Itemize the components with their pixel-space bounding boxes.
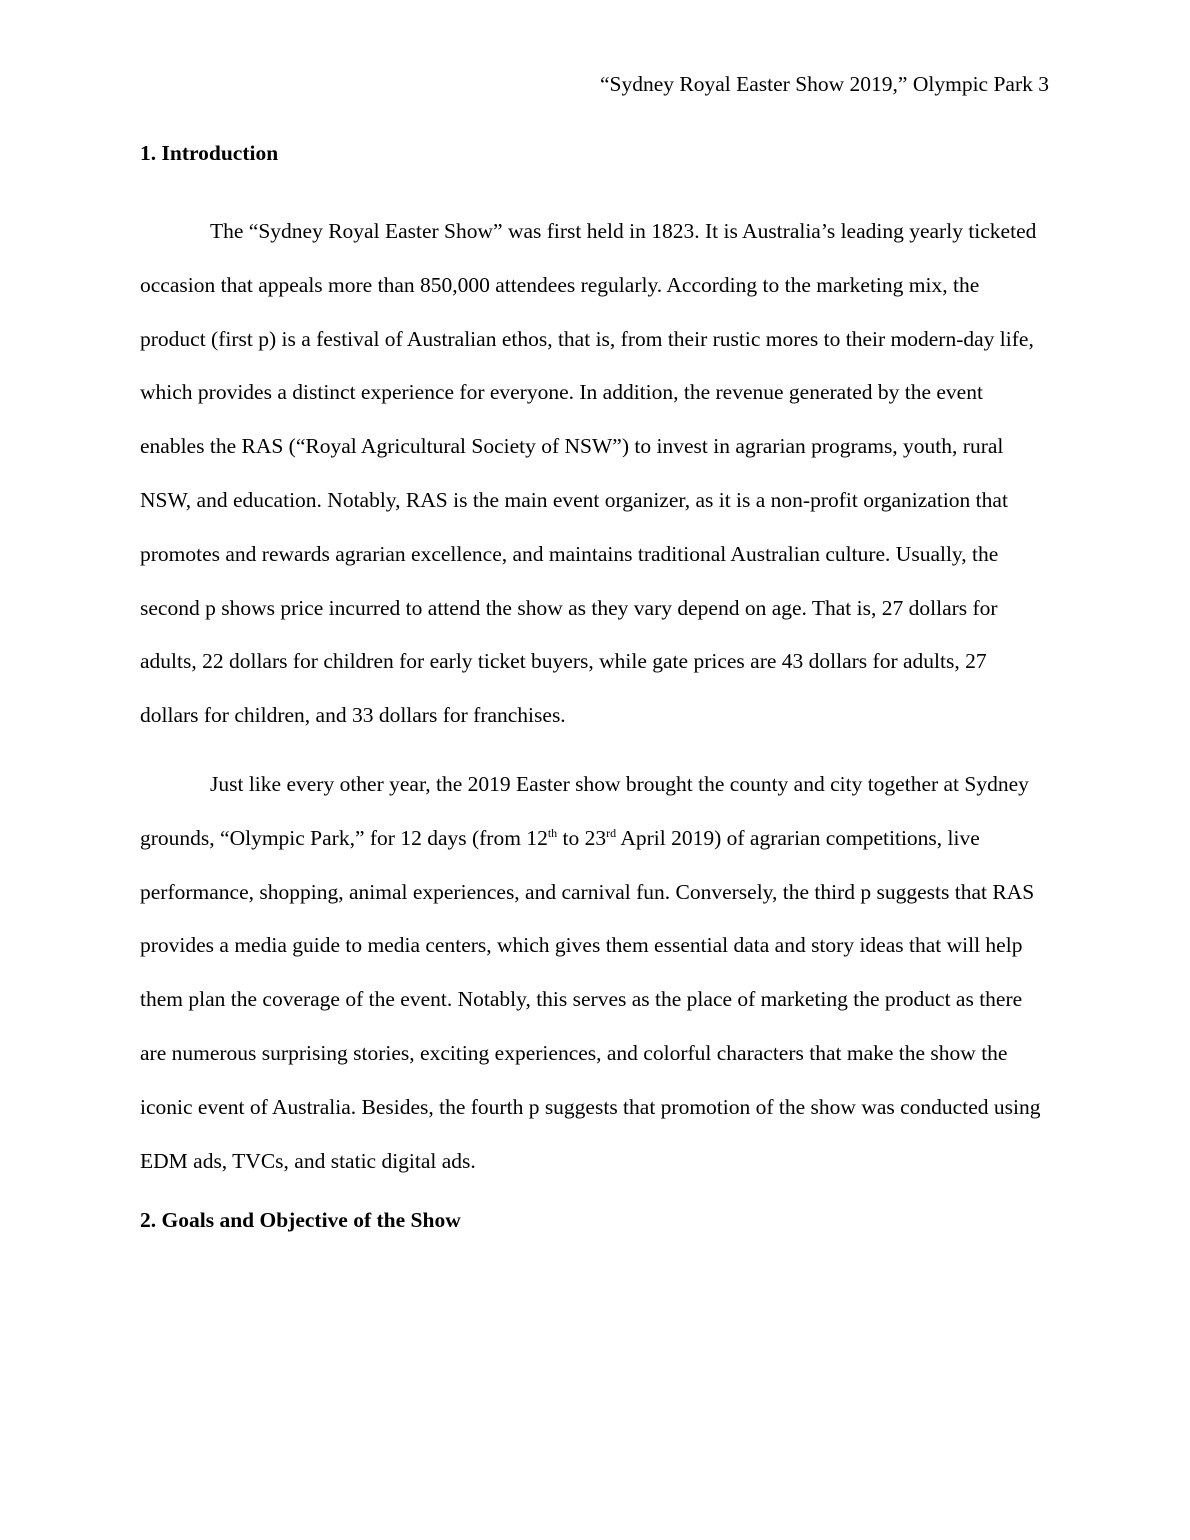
paragraph-introduction-2: [140, 758, 1050, 1188]
superscript-th: th: [547, 825, 558, 840]
section-heading-goals: 2. Goals and Objective of the Show: [140, 1208, 461, 1233]
paragraph-2-text-c: April 2019) of agrarian competitions, live performance, shopping, animal experiences, and carnival fun. Conversely, the third p suggests that RAS provides a media guide to media centers, which gives them essential data and story ideas that will help them plan the coverage of the event. Notably, this serves as the place of marketing the product as there are numerous surprising stories, exciting experiences, and colorful characters that make the show the iconic event of Australia. Besides, the fourth p suggests that promotion of the show was conducted using EDM ads, TVCs, and static digital ads.: [140, 825, 1041, 1173]
paragraph-introduction-1: The “Sydney Royal Easter Show” was first held in 1823. It is Australia’s leading yearly ticketed occasion that appeals more than 850,000 attendees regularly. According to the marketing mix, the product (first p) is a festival of Australian ethos, that is, from their rustic mores to their modern-day life, which provides a distinct experience for everyone. In addition, the revenue generated by the event enables the RAS (“Royal Agricultural Society of NSW”) to invest in agrarian programs, youth, rural NSW, and education. Notably, RAS is the main event organizer, as it is a non-profit organization that promotes and rewards agrarian excellence, and maintains traditional Australian culture. Usually, the second p shows price incurred to attend the show as they vary depend on age. That is, 27 dollars for adults, 22 dollars for children for early ticket buyers, while gate prices are 43 dollars for adults, 27 dollars for children, and 33 dollars for franchises.: [140, 219, 1037, 728]
paragraph-2-text-a: Just like every other year, the 2019 Easter show brought the county and city together at Sydney grounds, “Olympic Park,” for 12 days (from 12: [140, 771, 1029, 850]
document-body: [140, 137, 1050, 1236]
section-heading-introduction: 1. Introduction: [140, 141, 279, 165]
paragraph-2-text-b: to 23: [557, 825, 607, 850]
superscript-rd: rd: [606, 825, 617, 840]
running-head: “Sydney Royal Easter Show 2019,” Olympic Park 3: [599, 72, 1049, 96]
